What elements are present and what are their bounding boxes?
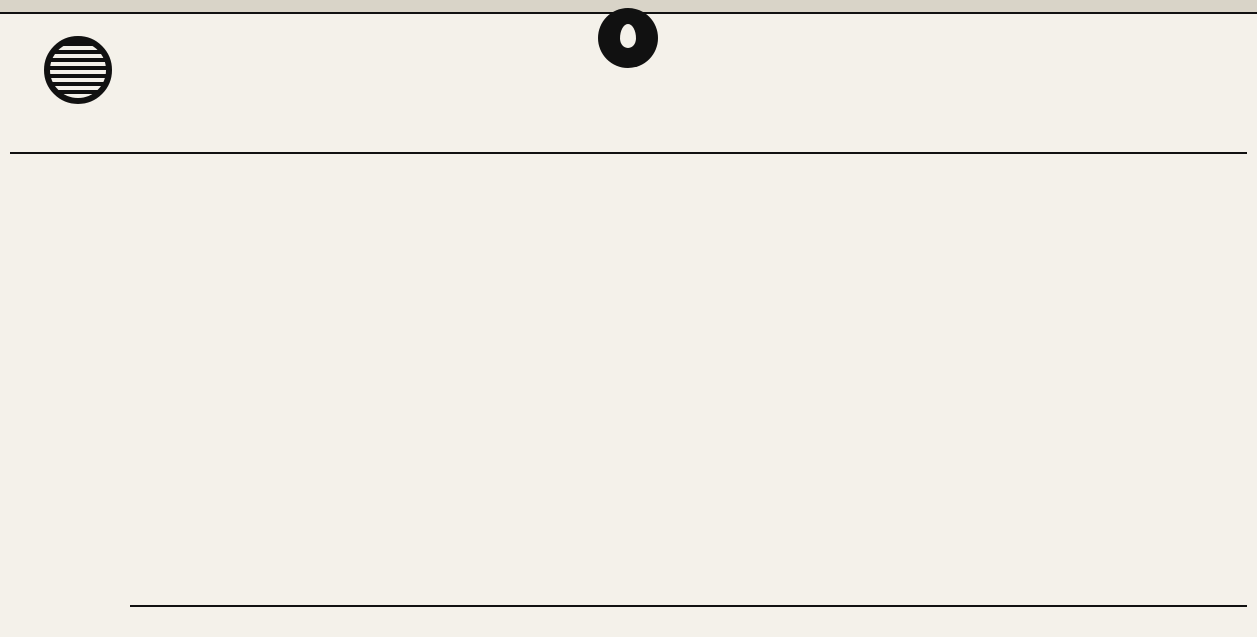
header-rule [10, 152, 1247, 154]
logo-icon [44, 36, 112, 104]
footer-office [130, 605, 1247, 633]
left-text-column [34, 160, 614, 162]
company-logo [28, 36, 128, 146]
newspaper-side-mark [2, 180, 24, 600]
right-text-column [643, 160, 1243, 162]
water-drop-icon [598, 8, 658, 68]
